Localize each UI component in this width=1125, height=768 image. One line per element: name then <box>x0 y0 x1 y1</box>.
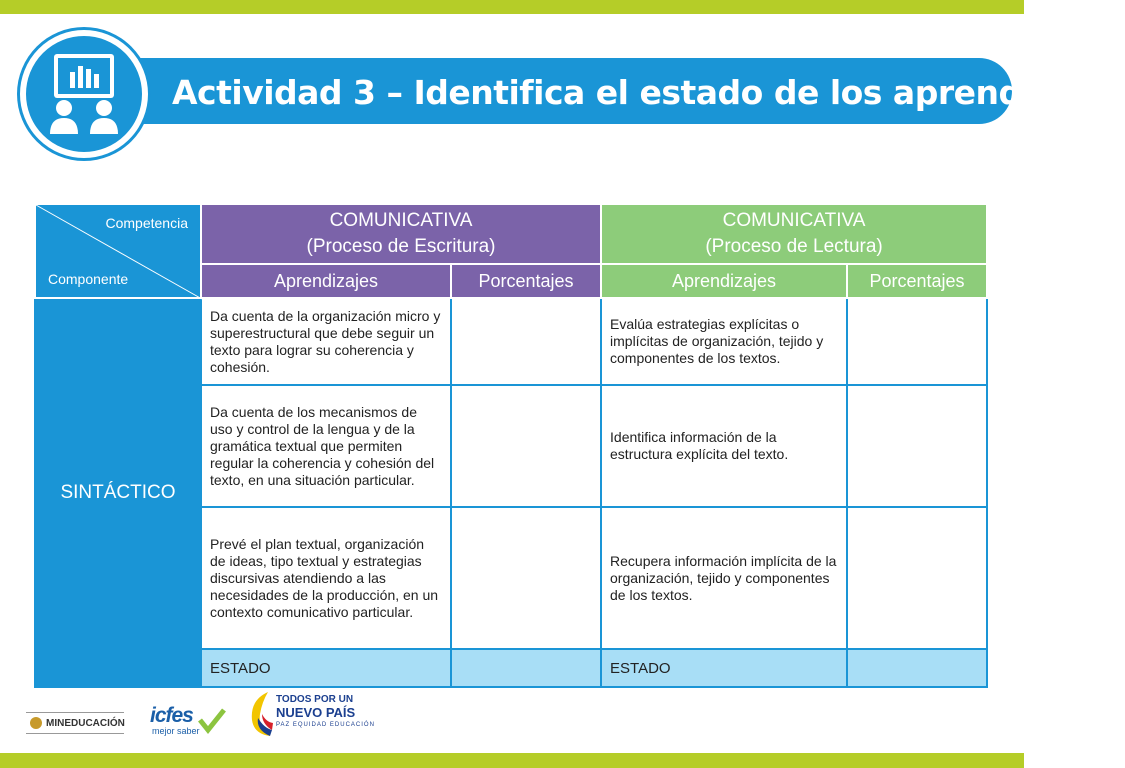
mineducacion-label: MINEDUCACIÓN <box>46 718 125 729</box>
percentage-cell[interactable] <box>451 298 601 385</box>
learning-lectura: Evalúa estrategias explícitas o implícitas de organización, tejido y componentes de los textos. <box>601 298 847 385</box>
learning-lectura: Identifica información de la estructura explícita del texto. <box>601 385 847 507</box>
top-accent-bar <box>0 0 1024 14</box>
learning-escritura: Da cuenta de la organización micro y superestructural que debe seguir un texto para lograr su coherencia y cohesión. <box>201 298 451 385</box>
group-subtitle: (Proceso de Escritura) <box>306 236 496 257</box>
group-header-lectura <box>601 204 987 264</box>
corner-label-competencia: Competencia <box>105 215 188 231</box>
checkmark-icon <box>198 708 226 734</box>
learning-status-table <box>34 203 988 688</box>
mineducacion-logo <box>26 712 124 734</box>
estado-label: ESTADO <box>601 649 847 687</box>
estado-value-cell[interactable] <box>451 649 601 687</box>
estado-label: ESTADO <box>201 649 451 687</box>
col-header-aprendizajes: Aprendizajes <box>601 264 847 298</box>
percentage-cell[interactable] <box>847 298 987 385</box>
group-subtitle: (Proceso de Lectura) <box>705 236 883 257</box>
learning-lectura: Recupera información implícita de la organización, tejido y componentes de los textos. <box>601 507 847 649</box>
col-header-porcentajes: Porcentajes <box>847 264 987 298</box>
page-title: Actividad 3 – Identifica el estado de los aprendizajes <box>172 73 1125 112</box>
percentage-cell[interactable] <box>847 385 987 507</box>
icfes-logo <box>150 704 230 738</box>
percentage-cell[interactable] <box>451 507 601 649</box>
todos-por-un-nuevo-pais-logo <box>246 690 375 738</box>
col-header-aprendizajes: Aprendizajes <box>201 264 451 298</box>
component-sintactico: SINTÁCTICO <box>35 298 201 687</box>
icfes-tagline: mejor saber <box>152 726 200 736</box>
table-row <box>35 298 987 385</box>
group-title: COMUNICATIVA <box>722 210 866 231</box>
todos-line-3: PAZ EQUIDAD EDUCACIÓN <box>276 722 375 728</box>
percentage-cell[interactable] <box>451 385 601 507</box>
learning-escritura: Prevé el plan textual, organización de ideas, tipo textual y estrategias discursivas atendiendo a las necesidades de la producción, en un contexto comunicativo particular. <box>201 507 451 649</box>
learning-escritura: Da cuenta de los mecanismos de uso y control de la lengua y de la gramática textual que permiten regular la coherencia y cohesión del texto, en una situación particular. <box>201 385 451 507</box>
icfes-wordmark: icfes <box>150 704 193 727</box>
todos-line-2: NUEVO PAÍS <box>276 705 356 720</box>
presentation-board-people-icon <box>44 50 124 140</box>
table-corner-header <box>35 204 201 298</box>
coat-of-arms-icon <box>30 717 42 729</box>
group-title: COMUNICATIVA <box>329 210 473 231</box>
percentage-cell[interactable] <box>847 507 987 649</box>
colombia-flag-wave-icon <box>246 690 274 738</box>
col-header-porcentajes: Porcentajes <box>451 264 601 298</box>
group-header-escritura <box>201 204 601 264</box>
estado-value-cell[interactable] <box>847 649 987 687</box>
bottom-accent-bar <box>0 753 1024 768</box>
corner-label-componente: Componente <box>48 271 129 287</box>
todos-line-1: TODOS POR UN <box>276 694 354 705</box>
activity-logo <box>20 30 148 158</box>
